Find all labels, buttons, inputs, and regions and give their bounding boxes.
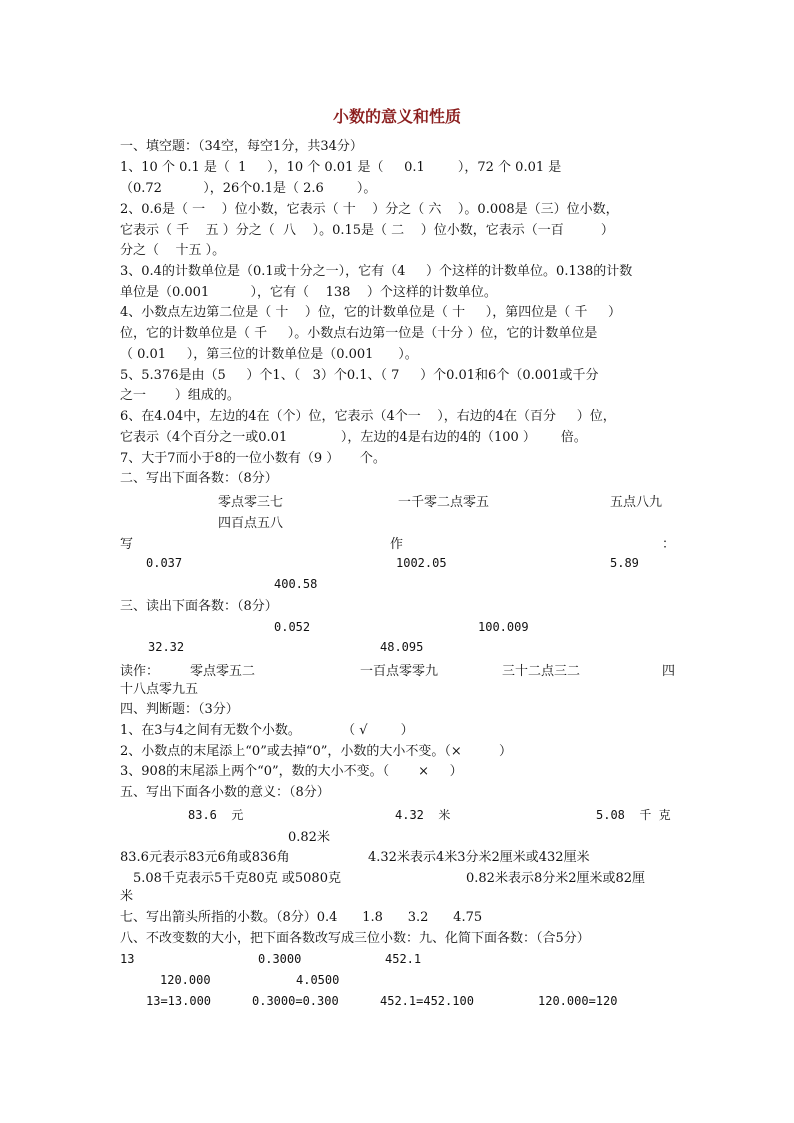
number-words: 一千零二点零五 bbox=[398, 495, 490, 510]
number-to-read: 32.32 bbox=[148, 640, 185, 654]
question-line: 1、10 个 0.1 是（ 1 ），10 个 0.01 是（ 0.1 ），72 个 0.01 是 bbox=[120, 160, 562, 175]
number-to-read: 48.095 bbox=[380, 640, 424, 654]
meaning-answer: 0.82米表示8分米2厘米或82厘 bbox=[466, 871, 646, 886]
read-answer: 一百点零零九 bbox=[360, 664, 439, 679]
read-answer: 十八点零九五 bbox=[120, 682, 199, 697]
answer-number: 0.037 bbox=[146, 556, 183, 570]
read-answer: 零点零五二 bbox=[190, 664, 256, 679]
section-5-heading: 五、写出下面各小数的意义：（8分） bbox=[120, 785, 330, 800]
question-line: 7、大于7而小于8的一位小数有（9 ） 个。 bbox=[120, 451, 386, 466]
section-7-heading: 七、写出箭头所指的小数。（8分）0.4 1.8 3.2 4.75 bbox=[120, 910, 483, 925]
meaning-item: 83.6 元 bbox=[188, 808, 244, 822]
question-line: 位，它的计数单位是（ 千 ）。小数点右边第一位是（十分 ）位，它的计数单位是 bbox=[120, 326, 598, 341]
judge-item: 1、在3与4之间有无数个小数。 （ √ ） bbox=[120, 723, 414, 738]
meaning-answer: 米 bbox=[120, 889, 134, 904]
meaning-answer: 83.6元表示83元6角或836角 bbox=[120, 850, 290, 865]
section-3-heading: 三、读出下面各数：（8分） bbox=[120, 599, 278, 614]
number-to-read: 100.009 bbox=[478, 620, 529, 634]
question-line: 之一 ）组成的。 bbox=[120, 388, 240, 403]
meaning-item: 0.82米 bbox=[288, 830, 330, 845]
rewrite-number: 4.0500 bbox=[296, 973, 340, 987]
rewrite-answer: 13=13.000 bbox=[146, 994, 212, 1008]
number-words: 五点八九 bbox=[610, 495, 663, 510]
label-write: 写 bbox=[120, 537, 134, 552]
question-line: 它表示（ 千 五 ）分之（ 八 ）。0.15是（ 二 ）位小数，它表示（一百 ） bbox=[120, 223, 614, 238]
question-line: （0.72 ），26个0.1是（ 2.6 ）。 bbox=[120, 181, 377, 196]
number-words: 四百点五八 bbox=[218, 516, 284, 531]
question-line: 它表示（4个百分之一或0.01 ），左边的4是右边的4的（100 ） 倍。 bbox=[120, 430, 587, 445]
label-write: ： bbox=[662, 537, 676, 552]
meaning-answer: 5.08千克表示5千克80克 或5080克 bbox=[133, 871, 341, 886]
section-2-heading: 二、写出下面各数：（8分） bbox=[120, 471, 278, 486]
number-words: 零点零三七 bbox=[218, 495, 284, 510]
question-line: 4、小数点左边第二位是（ 十 ）位，它的计数单位是（ 十 ），第四位是（ 千 ） bbox=[120, 305, 622, 320]
read-answer: 四 bbox=[662, 664, 676, 679]
judge-item: 2、小数点的末尾添上“0”或去掉“0”，小数的大小不变。（× ） bbox=[120, 744, 512, 759]
question-line: 6、在4.04中，左边的4在（个）位，它表示（4个一 ），右边的4在（百分 ）位， bbox=[120, 409, 616, 424]
meaning-item: 4.32 米 bbox=[395, 808, 451, 822]
question-line: 单位是（0.001 ），它有（ 138 ）个这样的计数单位。 bbox=[120, 285, 497, 300]
section-8-heading: 八、不改变数的大小，把下面各数改写成三位小数：九、化简下面各数：（合5分） bbox=[120, 931, 590, 946]
rewrite-number: 0.3000 bbox=[258, 952, 302, 966]
question-line: 3、0.4的计数单位是（0.1或十分之一），它有（4 ）个这样的计数单位。0.138的计数 bbox=[120, 264, 633, 279]
answer-number: 400.58 bbox=[274, 577, 318, 591]
rewrite-answer: 0.3000=0.300 bbox=[252, 994, 339, 1008]
rewrite-number: 120.000 bbox=[160, 973, 211, 987]
section-4-heading: 四、判断题：（3分） bbox=[120, 702, 239, 717]
number-to-read: 0.052 bbox=[274, 620, 311, 634]
answer-number: 1002.05 bbox=[396, 556, 447, 570]
meaning-item: 5.08 千 克 bbox=[596, 808, 671, 822]
rewrite-number: 13 bbox=[120, 952, 135, 966]
judge-item: 3、908的末尾添上两个“0”，数的大小不变。（ × ） bbox=[120, 764, 463, 779]
page-title: 小数的意义和性质 bbox=[332, 107, 461, 126]
meaning-answer: 4.32米表示4米3分米2厘米或432厘米 bbox=[368, 850, 590, 865]
label-write: 作 bbox=[390, 537, 404, 552]
rewrite-number: 452.1 bbox=[385, 952, 422, 966]
question-line: 5、5.376是由（5 ）个1、（ 3）个0.1、（ 7 ）个0.01和6个（0.001或千分 bbox=[120, 368, 599, 383]
rewrite-answer: 120.000=120 bbox=[538, 994, 618, 1008]
question-line: 2、0.6是（ 一 ）位小数，它表示（ 十 ）分之（ 六 ）。0.008是（三）位小数， bbox=[120, 202, 619, 217]
rewrite-answer: 452.1=452.100 bbox=[380, 994, 474, 1008]
section-1-heading: 一、填空题：（34空，每空1分，共34分） bbox=[120, 139, 363, 154]
read-answer: 三十二点三二 bbox=[502, 664, 581, 679]
answer-number: 5.89 bbox=[610, 556, 639, 570]
label-read: 读作： bbox=[120, 664, 160, 679]
question-line: 分之（ 十五 ）。 bbox=[120, 243, 226, 258]
question-line: （ 0.01 ），第三位的计数单位是（0.001 ）。 bbox=[120, 347, 418, 362]
